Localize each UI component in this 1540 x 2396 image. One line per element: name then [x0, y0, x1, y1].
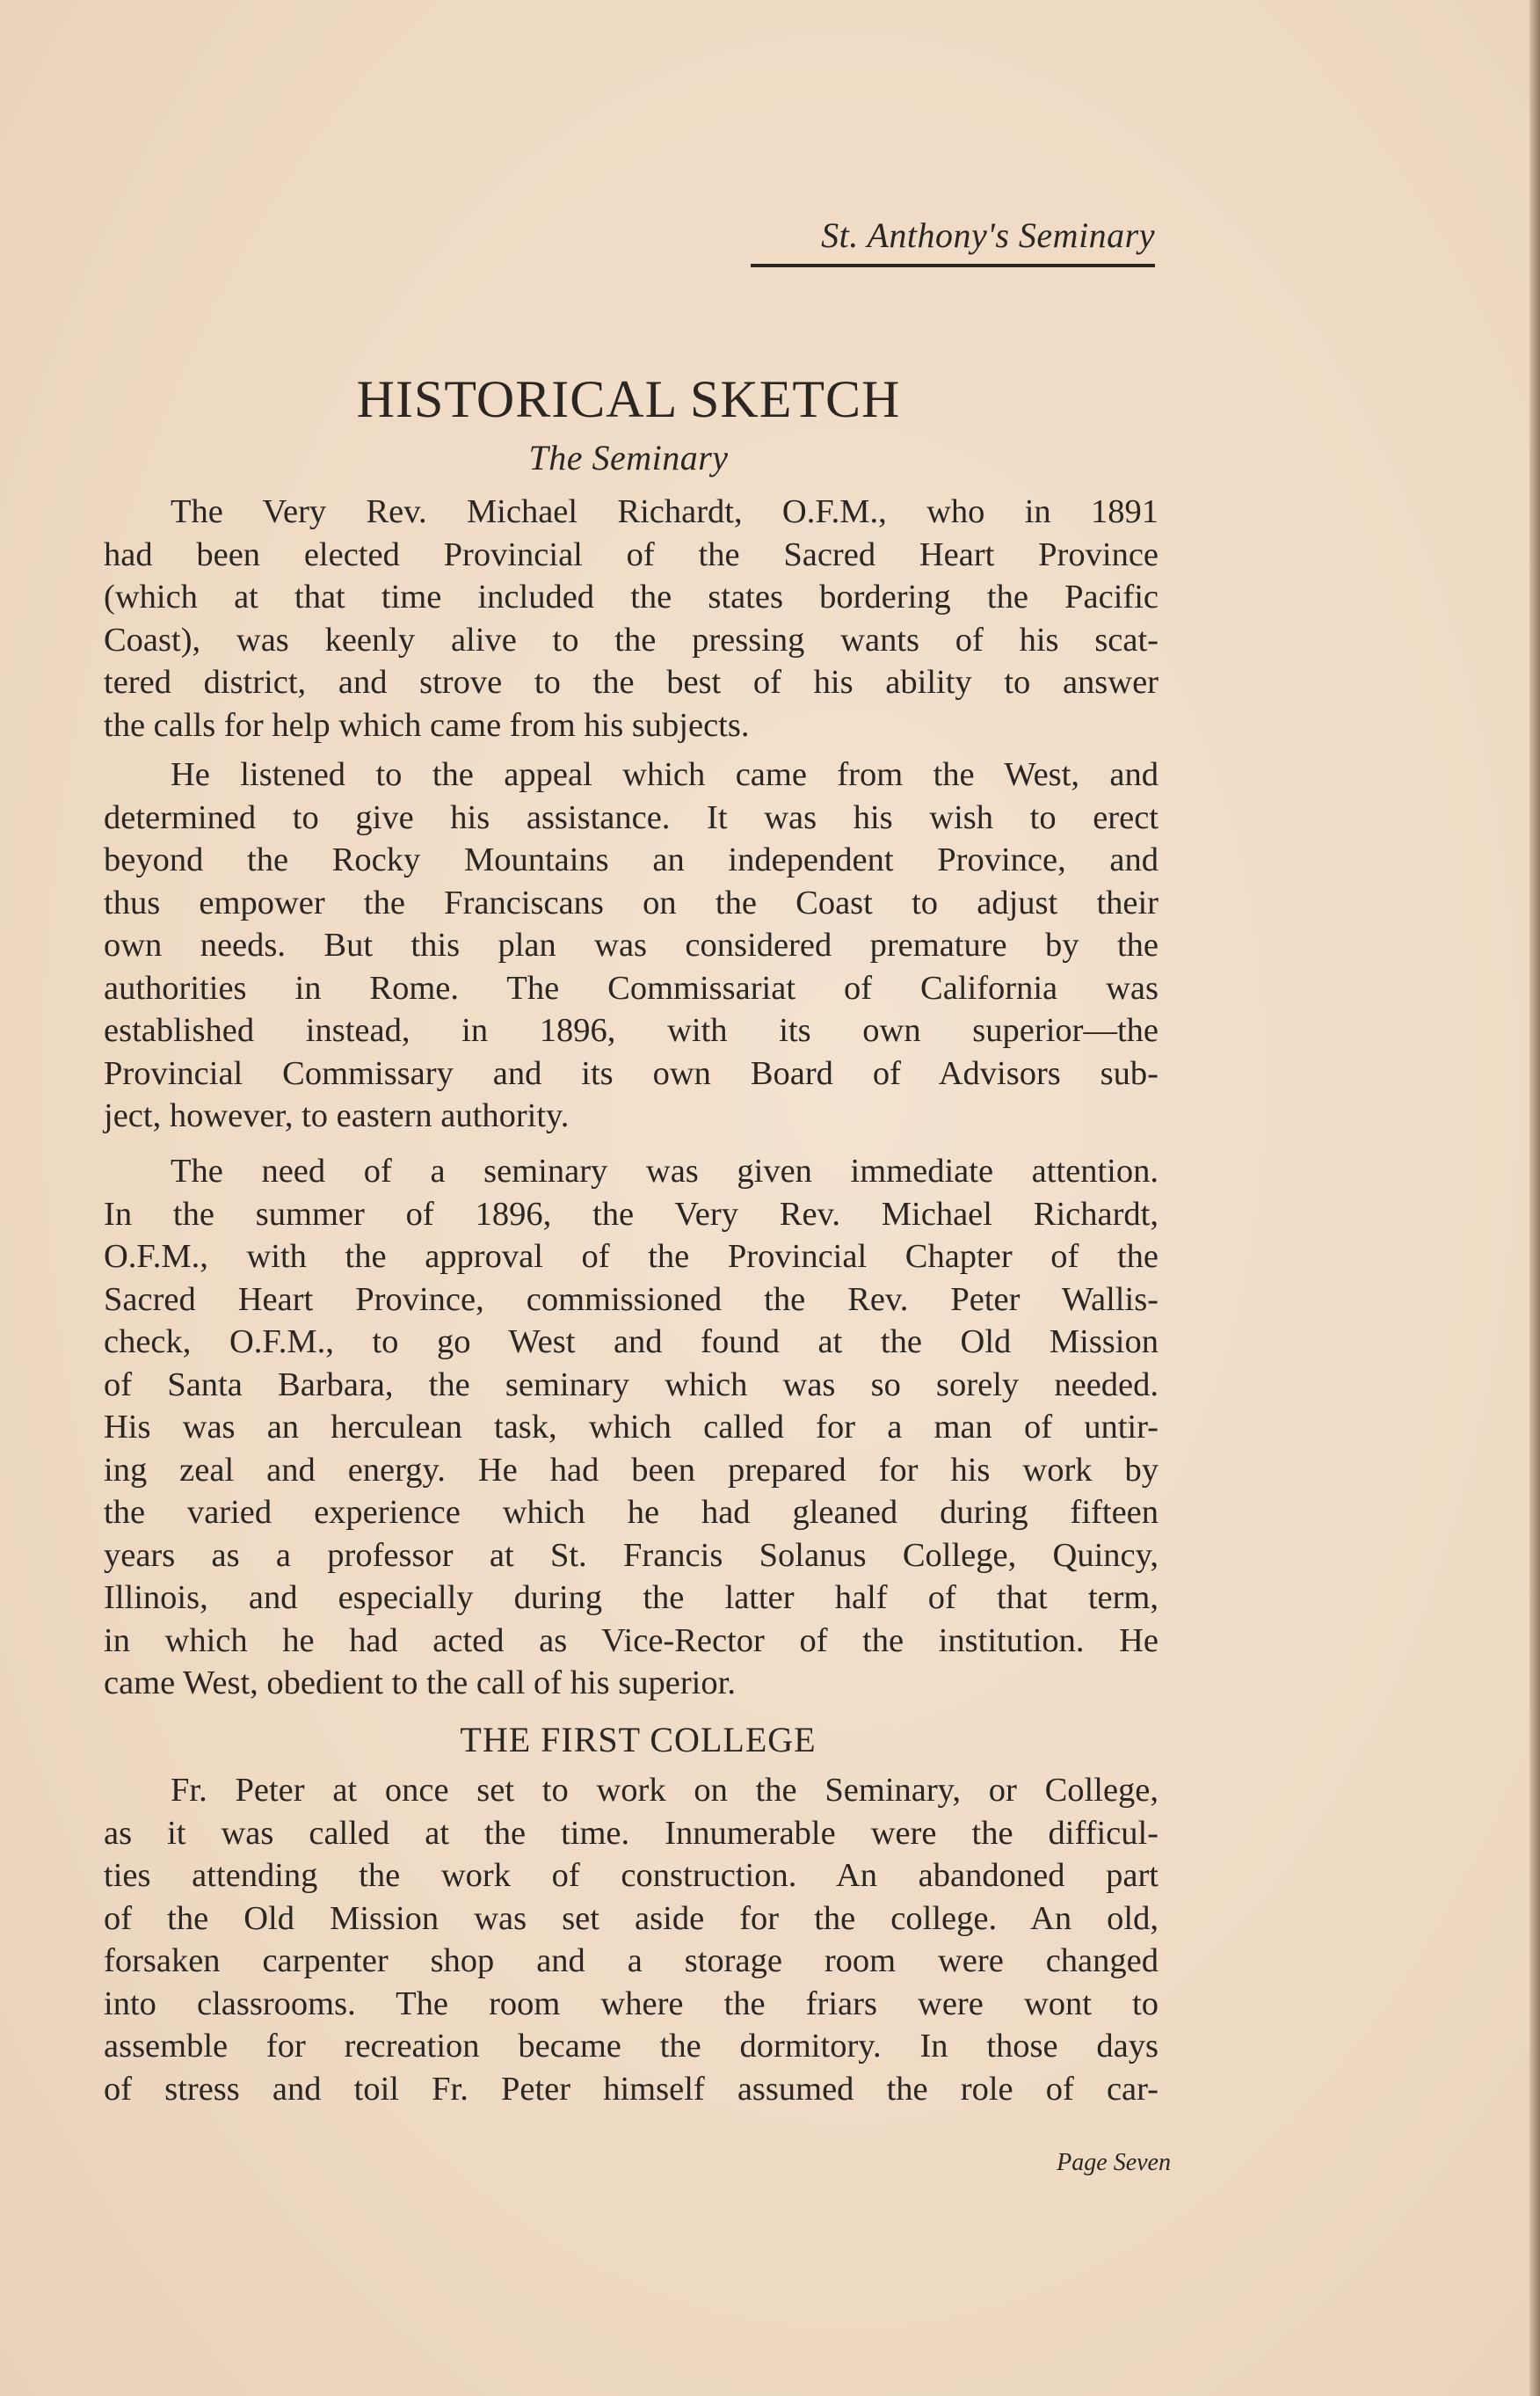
text-line: into classrooms. The room where the friars were wont to [104, 1985, 1159, 2022]
page-number: Page Seven [1057, 2149, 1171, 2176]
paragraph-1 [104, 491, 1159, 746]
page-title: HISTORICAL SKETCH [356, 370, 901, 428]
text-line: forsaken carpenter shop and a storage room were changed [104, 1942, 1159, 1979]
text-line: His was an herculean task, which called for a man of untir- [104, 1409, 1159, 1446]
text-line: as it was called at the time. Innumerable were the difficul- [104, 1814, 1159, 1852]
text-line: O.F.M., with the approval of the Provincial Chapter of the [104, 1238, 1159, 1275]
text-line: in which he had acted as Vice-Rector of the institution. He [104, 1621, 1159, 1659]
text-line: ject, however, to eastern authority. [104, 1097, 570, 1134]
text-line: determined to give his assistance. It was his wish to erect [104, 798, 1159, 836]
text-line: The need of a seminary was given immediate attention. [171, 1153, 1159, 1190]
text-line: of stress and toil Fr. Peter himself assumed the role of car- [104, 2070, 1159, 2108]
text-line: He listened to the appeal which came from the West, and [171, 756, 1159, 793]
text-line: established instead, in 1896, with its own superior—the [104, 1012, 1159, 1049]
text-line: beyond the Rocky Mountains an independent Province, and [104, 841, 1159, 878]
text-line: check, O.F.M., to go West and found at the Old Mission [104, 1323, 1159, 1360]
text-line: The Very Rev. Michael Richardt, O.F.M., who in 1891 [171, 493, 1159, 530]
page-subtitle: The Seminary [528, 438, 729, 477]
running-header: St. Anthony's Seminary [821, 215, 1155, 255]
text-line: ties attending the work of construction. An abandoned part [104, 1857, 1159, 1894]
text-line: (which at that time included the states bordering the Pacific [104, 579, 1159, 615]
page-edge-shadow [1529, 0, 1540, 2396]
text-line: authorities in Rome. The Commissariat of California was [104, 969, 1159, 1007]
text-line: tered district, and strove to the best of his ability to answer [104, 664, 1159, 701]
text-line: the calls for help which came from his subjects. [104, 706, 750, 744]
header-rule [751, 264, 1155, 267]
text-line: of the Old Mission was set aside for the college. An old, [104, 1899, 1159, 1937]
section-heading: THE FIRST COLLEGE [460, 1720, 817, 1759]
text-line: came West, obedient to the call of his superior. [104, 1664, 736, 1701]
text-line: assemble for recreation became the dormitory. In those days [104, 2028, 1159, 2065]
text-line: thus empower the Franciscans on the Coast to adjust their [104, 884, 1159, 921]
text-line: had been elected Provincial of the Sacred Heart Province [104, 535, 1159, 573]
text-line: Sacred Heart Province, commissioned the Rev. Peter Wallis- [104, 1280, 1159, 1318]
text-line: Coast), was keenly alive to the pressing wants of his scat- [104, 621, 1159, 659]
text-line: the varied experience which he had gleaned during fifteen [104, 1494, 1159, 1531]
text-line: Fr. Peter at once set to work on the Seminary, or College, [171, 1772, 1159, 1809]
paragraph-3 [104, 1150, 1159, 1705]
text-line: own needs. But this plan was considered premature by the [104, 927, 1159, 964]
text-line: years as a professor at St. Francis Solanus College, Quincy, [104, 1536, 1159, 1574]
paragraph-2 [104, 754, 1159, 1138]
text-line: Provincial Commissary and its own Board of Advisors sub- [104, 1054, 1159, 1092]
text-line: of Santa Barbara, the seminary which was so sorely needed. [104, 1366, 1159, 1403]
text-line: In the summer of 1896, the Very Rev. Michael Richardt, [104, 1195, 1159, 1233]
text-line: ing zeal and energy. He had been prepared for his work by [104, 1451, 1159, 1489]
text-line: Illinois, and especially during the latter half of that term, [104, 1579, 1159, 1616]
paragraph-4 [104, 1769, 1159, 2110]
